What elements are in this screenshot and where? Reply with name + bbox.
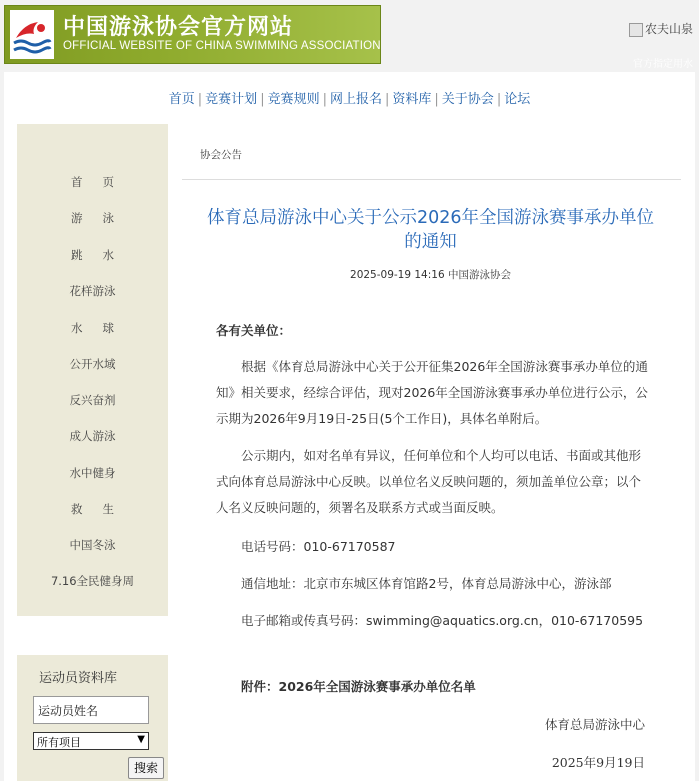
nav-separator: | [260, 92, 265, 107]
signature-organization: 体育总局游泳中心 [544, 717, 645, 732]
breadcrumb-divider [182, 179, 681, 180]
nav-separator: | [496, 92, 502, 107]
nav-forum[interactable]: 论坛 [504, 92, 531, 107]
chevron-down-icon: ▼ [137, 734, 145, 745]
sidebar-item-aqua-fitness[interactable]: 水中健身 [69, 466, 116, 480]
article-title: 体育总局游泳中心关于公示2026年全国游泳赛事承办单位的通知 [206, 208, 655, 252]
search-button[interactable]: 搜索 [128, 757, 164, 779]
signature-date: 2025年9月19日 [551, 755, 645, 770]
project-select-value: 所有项目 [37, 736, 81, 749]
article-paragraph-1: 根据《体育总局游泳中心关于公开征集2026年全国游泳赛事承办单位的通知》相关要求，经综合评估，现对2026年全国游泳赛事承办单位进行公示，公示期为2026年9月19日-25日(5个工作日)，具体名单附后。 [216, 359, 648, 426]
contact-phone: 电话号码：010-67170587 [241, 539, 396, 554]
sponsor-block[interactable] [629, 20, 693, 70]
sponsor-alt-text: 农夫山泉 [644, 22, 693, 36]
sidebar-item-home[interactable]: 首页 [71, 175, 134, 189]
sidebar-item-anti-doping[interactable]: 反兴奋剂 [69, 393, 116, 407]
sidebar-item-winter-swimming[interactable]: 中国冬泳 [69, 538, 116, 552]
sidebar-menu [17, 124, 168, 616]
main-content-area [4, 72, 695, 781]
nav-competition-plan[interactable]: 竞赛计划 [205, 92, 258, 107]
site-header [0, 0, 699, 72]
nav-separator: | [434, 92, 439, 107]
article-meta: 2025-09-19 14:16 中国游泳协会 [350, 269, 511, 281]
broken-image-icon [629, 23, 643, 37]
sidebar-item-open-water[interactable]: 公开水域 [69, 357, 116, 371]
nav-home[interactable]: 首页 [168, 92, 195, 107]
attachment-link[interactable]: 附件：2026年全国游泳赛事承办单位名单 [241, 679, 476, 694]
contact-address: 通信地址：北京市东城区体育馆路2号，体育总局游泳中心，游泳部 [241, 576, 612, 591]
project-select[interactable] [33, 732, 149, 750]
nav-separator: | [197, 92, 203, 107]
site-logo-banner[interactable] [4, 5, 381, 64]
sponsor-logo[interactable] [629, 20, 693, 37]
nav-database[interactable]: 资料库 [392, 92, 432, 107]
sidebar-item-water-polo[interactable]: 水球 [71, 321, 134, 335]
sidebar-item-diving[interactable]: 跳水 [71, 248, 134, 262]
sidebar-item-fitness-week[interactable]: 7.16全民健身周 [50, 574, 135, 588]
article-greeting: 各有关单位： [216, 323, 292, 338]
sidebar-item-lifesaving[interactable]: 救生 [71, 502, 134, 516]
breadcrumb[interactable]: 协会公告 [200, 149, 242, 161]
top-navigation [4, 88, 695, 107]
article-paragraph-2: 公示期内，如对名单有异议，任何单位和个人均可以电话、书面或其他形式向体育总局游泳中心反映。以单位名义反映问题的，须加盖单位公章；以个人名义反映问题的，须署名及联系方式或当面反映。 [216, 448, 642, 515]
swimming-association-emblem-icon [10, 10, 54, 59]
athlete-database-panel [17, 655, 168, 781]
nav-about[interactable]: 关于协会 [441, 92, 494, 107]
sponsor-caption: 官方指定用水 [633, 59, 693, 70]
nav-separator: | [385, 92, 390, 107]
nav-competition-rules[interactable]: 竞赛规则 [267, 92, 320, 107]
nav-separator: | [322, 92, 327, 107]
sidebar-item-adult-swimming[interactable]: 成人游泳 [69, 429, 116, 443]
sidebar-item-artistic-swimming[interactable]: 花样游泳 [69, 284, 116, 298]
athlete-database-title: 运动员资料库 [39, 671, 118, 686]
site-title-en: OFFICIAL WEBSITE OF CHINA SWIMMING ASSOCIATION [63, 40, 381, 52]
sidebar-item-swimming[interactable]: 游泳 [71, 211, 134, 225]
nav-online-registration[interactable]: 网上报名 [329, 92, 382, 107]
contact-email-fax: 电子邮箱或传真号码：swimming@aquatics.org.cn，010-67170595 [241, 613, 644, 628]
athlete-name-input[interactable]: 运动员姓名 [33, 696, 149, 724]
site-title-cn: 中国游泳协会官方网站 [63, 14, 294, 40]
